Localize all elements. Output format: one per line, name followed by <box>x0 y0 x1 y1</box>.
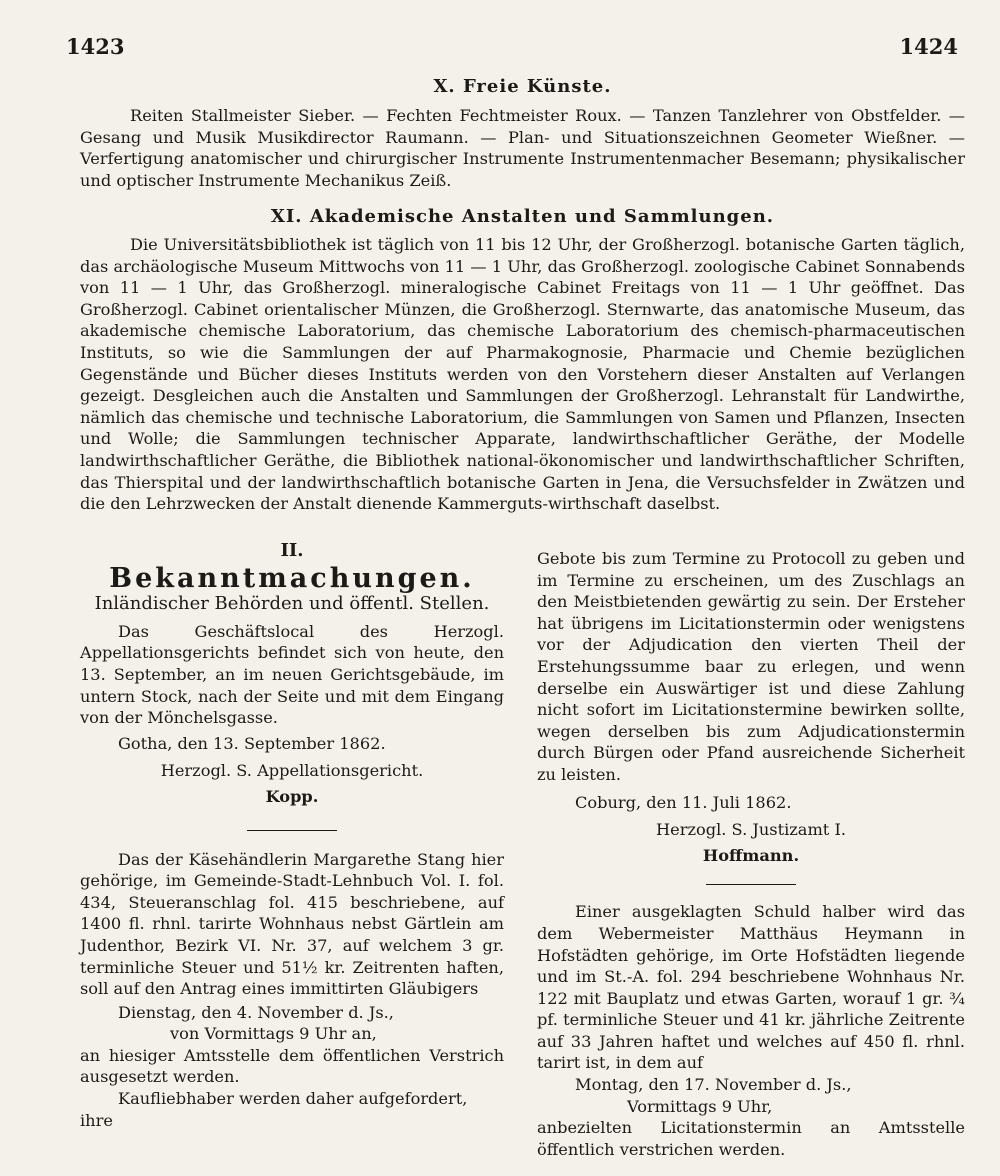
announcements-heading: Bekanntmachungen. <box>109 562 475 594</box>
right-column <box>537 548 965 1160</box>
notice3-date: Montag, den 17. November d. Js., <box>575 1075 852 1095</box>
notice2-date-right: Coburg, den 11. Juli 1862. <box>575 792 792 812</box>
left-column <box>80 540 504 1131</box>
notice3-time: Vormittags 9 Uhr, <box>627 1096 773 1116</box>
notice2-time: von Vormittags 9 Uhr an, <box>170 1024 377 1044</box>
notice2-text: Das der Käsehändlerin Margarethe Stang hier gehörige, im Gemeinde-Stadt-Lehnbuch Vol. I. fol. 434, Steueranschlag fol. 415 beschriebene, auf 1400 fl. rhnl. tarirte Wohnhaus nebst Gärtlein am Judenthor, Bezirk VI. Nr. 37, auf welchem 3 gr. terminliche Steuer und 51½ kr. Zeitrenten haften, soll auf den Antrag eines immittirten Gläubigers <box>80 849 504 999</box>
notice1-text: Das Geschäftslocal des Herzogl. Appellationsgerichts befindet sich von heute, den 13. September, an im neuen Gerichtsgebäude, im untern Stock, nach der Seite und mit dem Eingang von der Mönchelsgasse. <box>80 621 504 728</box>
page-number-left: 1423 <box>66 34 125 59</box>
notice2-closing: Kaufliebhaber werden daher aufgefordert, ihre <box>80 1089 468 1130</box>
notice3-text: Einer ausgeklagten Schuld halber wird das dem Webermeister Matthäus Heymann in Hofstädten gehörige, im Orte Hofstädten liegende und im St.-A. fol. 294 beschriebene Wohnhaus Nr. 122 mit Bauplatz und etwas Garten, worauf 1 gr. ¾ pf. terminliche Steuer und 41 kr. jährliche Zeitrente auf 33 Jahren haftet und welches auf 450 fl. rhnl. tarirt ist, in dem auf <box>537 902 965 1073</box>
section-roman-numeral: II. <box>280 540 304 561</box>
notice2-signature: Hoffmann. <box>702 845 800 865</box>
notice1-authority: Herzogl. S. Appellationsgericht. <box>160 761 424 781</box>
divider-rule <box>247 830 337 831</box>
section-xi-text: Die Universitätsbibliothek ist täglich von 11 bis 12 Uhr, der Großherzogl. botanische Garten täglich, das archäologische Museum Mittwochs von 11 — 1 Uhr, das Großherzogl. zoologische Cabinet Sonnabends von 11 — 1 Uhr, das Großherzogl. mineralogische Cabinet Freitags von 11 — 1 Uhr geöffnet. Das Großherzogl. Cabinet orientalischer Münzen, die Großherzogl. Sternwarte, das anatomische Museum, das akademische chemische Laboratorium, das chemische Laboratorium des chemisch-pharmaceutischen Instituts, so wie die Sammlungen der auf Pharmakognosie, Pharmacie und Chemie bezüglichen Gegenstände und Bücher dieses Instituts werden von den Vorstehern dieser Anstalten auf Verlangen gezeigt. Desgleichen auch die Anstalten und Sammlungen der Großherzogl. Lehranstalt für Landwirthe, nämlich das chemische und technische Laboratorium, die Sammlungen von Samen und Pflanzen, Insecten und Wolle; die Sammlungen technischer Apparate, landwirthschaftlicher Geräthe, der Modelle landwirthschaftlicher Geräthe, die Bibliothek national-ökonomischer und landwirthschaftlicher Schriften, das Thierspital und der landwirthschaftlich botanische Garten in Jena, die Versuchsfelder in Zwätzen und die den Lehrzwecken der Anstalt dienende Kammerguts-wirthschaft daselbst. <box>80 235 965 514</box>
notice2-date: Dienstag, den 4. November d. Js., <box>118 1002 394 1022</box>
section-x-title: X. Freie Künste. <box>433 76 612 97</box>
divider-rule-right <box>706 884 796 885</box>
page-number-right: 1424 <box>899 34 958 59</box>
section-xi-title: XI. Akademische Anstalten und Sammlungen. <box>270 206 775 227</box>
notice2-continuation: an hiesiger Amtsstelle dem öffentlichen Verstrich ausgesetzt werden. <box>80 1045 504 1087</box>
notice2-continuation-right: Gebote bis zum Termine zu Protocoll zu geben und im Termine zu erscheinen, um des Zuschlags an den Meistbietenden gewärtig zu sein. Der Ersteher hat übrigens im Licitationstermin oder wenigstens vor der Adjudication den vierten Theil der Erstehungssumme baar zu erlegen, und wenn derselbe ein Auswärtiger ist und diese Zahlung nicht sofort im Licitationstermine bewirken sollte, wegen derselben bis zum Adjudicationstermin durch Bürgen oder Pfand ausreichende Sicherheit zu leisten. <box>537 549 965 784</box>
notice1-signature: Kopp. <box>265 786 319 806</box>
section-x-text: Reiten Stallmeister Sieber. — Fechten Fechtmeister Roux. — Tanzen Tanzlehrer von Obstfelder. — Gesang und Musik Musikdirector Raumann. — Plan- und Situationszeichnen Geometer Wießner. — Verfertigung anatomischer und chirurgischer Instrumente Instrumentenmacher Besemann; physikalischer und optischer Instrumente Mechanikus Zeiß. <box>80 106 965 190</box>
notice1-date: Gotha, den 13. September 1862. <box>118 733 386 753</box>
notice3-continuation: anbezielten Licitationstermin an Amtsstelle öffentlich verstrichen werden. <box>537 1118 965 1159</box>
announcements-subheading: Inländischer Behörden und öffentl. Stellen. <box>94 593 490 615</box>
notice2-authority: Herzogl. S. Justizamt I. <box>656 820 846 840</box>
